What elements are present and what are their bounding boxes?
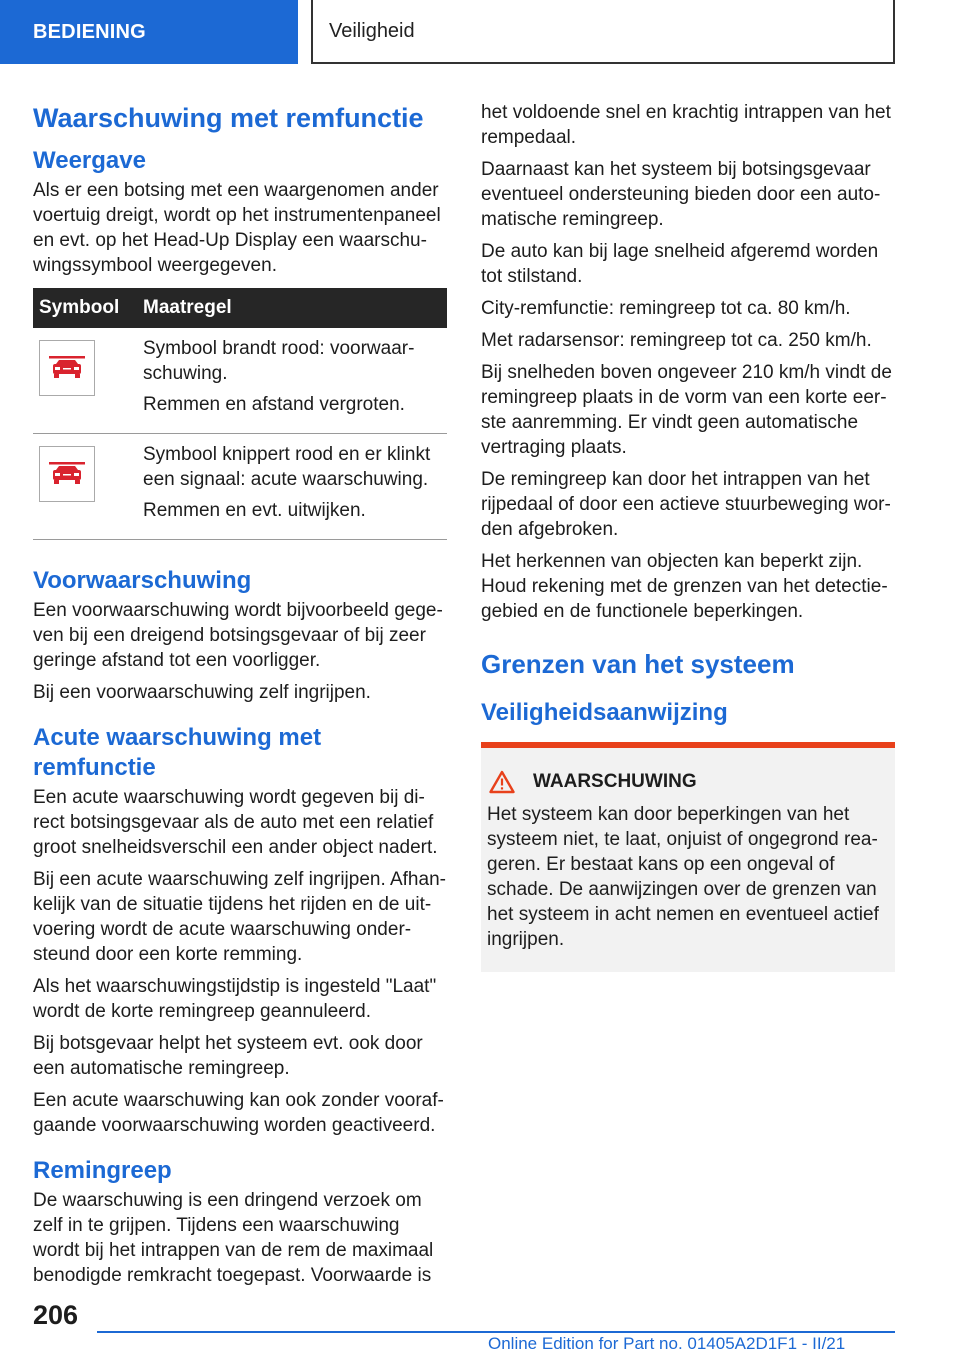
table-row bbox=[33, 328, 447, 434]
right-text-8: Het herkennen van objecten kan beperkt zijn. Houd rekening met de grenzen van het detectiegebied en de functionele beperkingen. bbox=[481, 551, 888, 622]
warning-box bbox=[481, 742, 895, 972]
column-header-symbol: Symbool bbox=[33, 288, 137, 328]
voorwaarschuwing-text-2: Bij een voorwaarschuwing zelf ingrijpen. bbox=[33, 682, 371, 703]
row-1-action: Remmen en afstand vergroten. bbox=[143, 394, 405, 415]
right-text-2: Daarnaast kan het systeem bij botsingsgevaar eventueel ondersteuning bieden door een automatische remingreep. bbox=[481, 159, 881, 230]
left-column bbox=[33, 100, 447, 1295]
acute-text-4: Bij botsgevaar helpt het systeem evt. ook door een automatische remingreep. bbox=[33, 1033, 423, 1079]
acute-text-2: Bij een acute waarschuwing zelf ingrijpen. Afhankelijk van de situatie tijdens het rijden en de uitvoering wordt de acute waarschuwing ondersteund door een korte remming. bbox=[33, 869, 446, 965]
page-title: Waarschuwing met remfunctie bbox=[33, 103, 424, 133]
column-header-measure: Maatregel bbox=[137, 288, 447, 328]
symbol-table bbox=[33, 288, 447, 540]
right-text-1: het voldoende snel en krachtig intrappen van het rempedaal. bbox=[481, 102, 891, 148]
warning-triangle-icon bbox=[487, 770, 527, 794]
row-2-state: Symbool knippert rood en er klinkt een signaal: acute waarschuwing. bbox=[143, 444, 431, 490]
right-text-6: Bij snelheden boven ongeveer 210 km/h vindt de remingreep plaats in de vorm van een korte eerste aanremming. Er vindt geen automatische vertraging plaats. bbox=[481, 362, 892, 458]
row-2-action: Remmen en evt. uitwijken. bbox=[143, 500, 366, 521]
warning-title-row bbox=[487, 770, 887, 794]
acute-text-5: Een acute waarschuwing kan ook zonder voorafgaande voorwaarschuwing worden geactiveerd. bbox=[33, 1090, 444, 1136]
acute-text-1: Een acute waarschuwing wordt gegeven bij direct botsingsgevaar als de auto met een relatief groot snelheidsverschil een ander object nadert. bbox=[33, 787, 438, 858]
heading-remingreep: Remingreep bbox=[33, 1157, 172, 1184]
section-title: Veiligheid bbox=[311, 0, 895, 64]
page-number: 206 bbox=[33, 1300, 79, 1330]
right-text-4: City-remfunctie: remingreep tot ca. 80 km/h. bbox=[481, 298, 851, 319]
footer-divider bbox=[97, 1331, 895, 1333]
heading-voorwaarschuwing: Voorwaarschuwing bbox=[33, 567, 252, 594]
footer-edition: Online Edition for Part no. 01405A2D1F1 - II/21 bbox=[488, 1334, 846, 1353]
heading-veiligheid: Veiligheidsaanwijzing bbox=[481, 699, 728, 726]
car-collision-warning-icon bbox=[39, 340, 95, 396]
right-text-3: De auto kan bij lage snelheid afgeremd worden tot stilstand. bbox=[481, 241, 879, 287]
warning-title: WAARSCHUWING bbox=[533, 771, 697, 792]
car-collision-warning-icon bbox=[39, 446, 95, 502]
row-1-state: Symbool brandt rood: voorwaarschuwing. bbox=[143, 338, 415, 384]
voorwaarschuwing-text-1: Een voorwaarschuwing wordt bijvoorbeeld gegeven bij een dreigend botsingsgevaar of bij zeer geringe afstand tot een voorligger. bbox=[33, 600, 443, 671]
remingreep-text-1: De waarschuwing is een dringend verzoek om zelf in te grijpen. Tijdens een waarschuwing wordt bij het intrappen van de rem de maximaal benodigde remkracht toegepast. Voorwaarde is bbox=[33, 1190, 434, 1286]
right-text-5: Met radarsensor: remingreep tot ca. 250 km/h. bbox=[481, 330, 872, 351]
right-text-7: De remingreep kan door het intrappen van het rijpedaal of door een actieve stuurbeweging worden afgebroken. bbox=[481, 469, 891, 540]
heading-acute-warning: Acute waarschuwing met remfunctie bbox=[33, 724, 322, 781]
table-row bbox=[33, 434, 447, 540]
chapter-tab: BEDIENING bbox=[0, 0, 298, 64]
heading-weergave: Weergave bbox=[33, 147, 146, 174]
right-column bbox=[481, 100, 895, 972]
acute-text-3: Als het waarschuwingstijdstip is ingesteld "Laat" wordt de korte remingreep geannuleerd. bbox=[33, 976, 437, 1022]
weergave-text: Als er een botsing met een waargenomen ander voertuig dreigt, wordt op het instrumentenpaneel en evt. op het Head-Up Display een waarschuwingssymbool weergegeven. bbox=[33, 180, 441, 276]
heading-grenzen: Grenzen van het systeem bbox=[481, 649, 795, 679]
warning-text: Het systeem kan door beperkingen van het systeem niet, te laat, onjuist of ongegrond reageren. Er bestaat kans op een ongeval of schade. De aanwijzingen over de grenzen van het systeem in acht nemen en eventueel actief ingrijpen. bbox=[487, 804, 879, 950]
